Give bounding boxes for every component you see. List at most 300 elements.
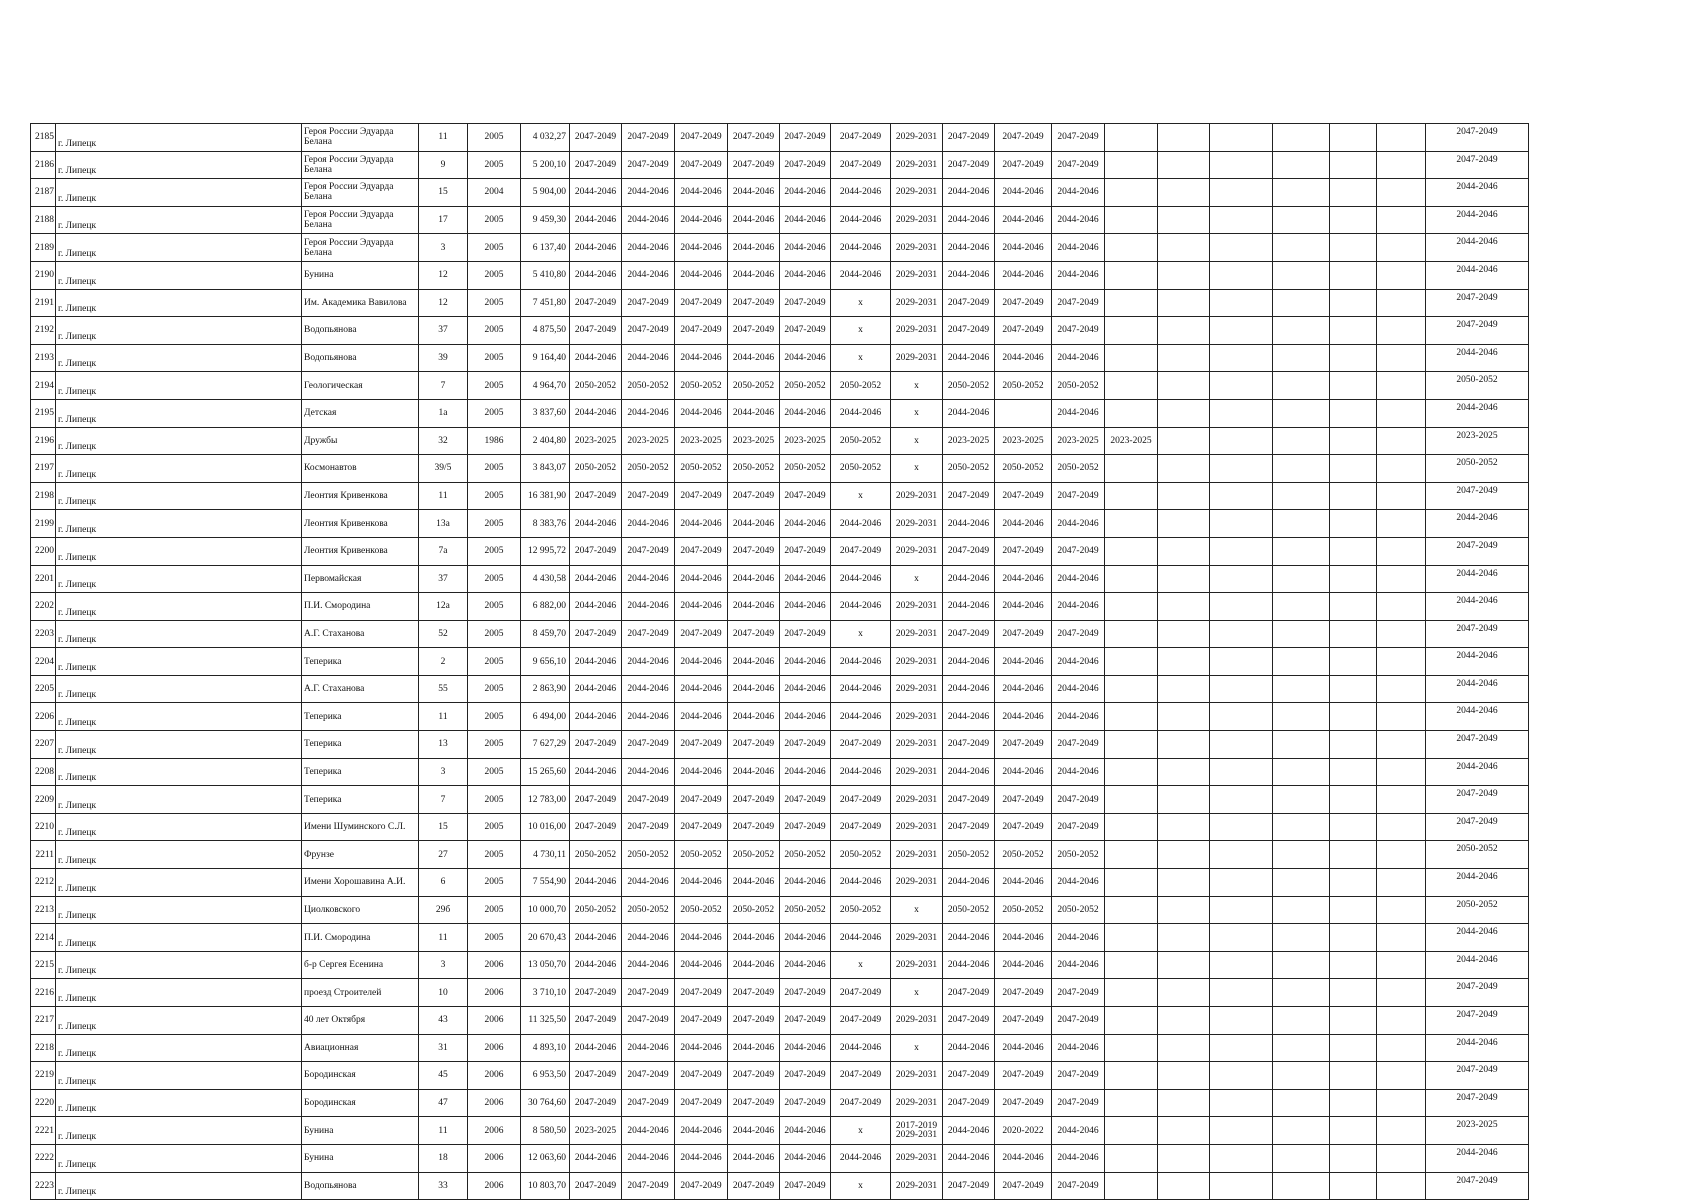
city-cell: г. Липецк — [56, 786, 302, 814]
period-cell — [1273, 372, 1330, 400]
area-cell: 4 964,70 — [521, 372, 570, 400]
period-cell: 2044-2046 — [675, 648, 728, 676]
period-cell: 2044-2046 — [570, 565, 622, 593]
street-cell: Бунина — [302, 261, 419, 289]
row-number-cell: 2206 — [31, 703, 56, 731]
period-cell: 2044-2046 — [675, 758, 728, 786]
period-cell: 2047-2049 — [622, 482, 675, 510]
street-cell: Имени Хорошавина А.И. — [302, 869, 419, 897]
city-cell: г. Липецк — [56, 1144, 302, 1172]
period-cell — [1158, 482, 1210, 510]
period-cell: 2044-2046 — [831, 869, 891, 897]
period-cell: 2044-2046 — [622, 758, 675, 786]
period-cell: 2047-2049 — [622, 1089, 675, 1117]
period-cell — [1105, 510, 1158, 538]
street-cell: б-р Сергея Есенина — [302, 951, 419, 979]
period-cell: 2044-2046 — [570, 593, 622, 621]
period-cell: 2044-2046 — [728, 703, 780, 731]
period-cell: 2029-2031 — [891, 261, 943, 289]
house-number-cell: 10 — [419, 979, 468, 1007]
period-cell: 2047-2049 — [728, 289, 780, 317]
period-cell: 2050-2052 — [675, 896, 728, 924]
period-cell — [1158, 703, 1210, 731]
year-cell: 2005 — [468, 924, 521, 952]
period-cell: 2023-2025 — [943, 427, 995, 455]
period-cell: 2044-2046 — [1052, 675, 1105, 703]
year-cell: 2006 — [468, 951, 521, 979]
year-cell: 2005 — [468, 841, 521, 869]
final-period-cell: 2044-2046 — [1426, 399, 1529, 427]
period-cell: 2047-2049 — [780, 482, 831, 510]
period-cell — [1377, 675, 1426, 703]
period-cell: 2044-2046 — [780, 703, 831, 731]
period-cell — [1273, 261, 1330, 289]
period-cell: 2047-2049 — [675, 620, 728, 648]
period-cell — [1210, 951, 1273, 979]
year-cell: 2005 — [468, 758, 521, 786]
period-cell: 2050-2052 — [728, 896, 780, 924]
period-cell: 2047-2049 — [1052, 482, 1105, 510]
year-cell: 2005 — [468, 206, 521, 234]
period-cell: 2047-2049 — [728, 620, 780, 648]
period-cell — [1377, 537, 1426, 565]
final-period-cell: 2047-2049 — [1426, 620, 1529, 648]
period-cell — [1158, 731, 1210, 759]
final-period-cell: 2047-2049 — [1426, 151, 1529, 179]
period-cell: 2050-2052 — [831, 372, 891, 400]
period-cell: 2044-2046 — [1052, 869, 1105, 897]
city-cell: г. Липецк — [56, 427, 302, 455]
period-cell — [1273, 648, 1330, 676]
period-cell: 2044-2046 — [995, 1144, 1052, 1172]
period-cell — [1210, 124, 1273, 152]
period-cell: 2047-2049 — [943, 731, 995, 759]
house-number-cell: 12 — [419, 261, 468, 289]
period-cell: 2044-2046 — [570, 344, 622, 372]
period-cell: 2047-2049 — [995, 731, 1052, 759]
period-cell — [1273, 289, 1330, 317]
year-cell: 2005 — [468, 786, 521, 814]
street-cell: Космонавтов — [302, 455, 419, 483]
period-cell: 2047-2049 — [570, 620, 622, 648]
period-cell: 2029-2031 — [891, 869, 943, 897]
period-cell: 2029-2031 — [891, 703, 943, 731]
final-period-cell: 2044-2046 — [1426, 234, 1529, 262]
period-cell — [1377, 344, 1426, 372]
period-cell: 2044-2046 — [675, 261, 728, 289]
period-cell — [1158, 786, 1210, 814]
area-cell: 11 325,50 — [521, 1007, 570, 1035]
period-cell: 2044-2046 — [831, 565, 891, 593]
period-cell: 2044-2046 — [570, 703, 622, 731]
final-period-cell: 2047-2049 — [1426, 537, 1529, 565]
period-cell: 2044-2046 — [1052, 593, 1105, 621]
area-cell: 16 381,90 — [521, 482, 570, 510]
period-cell: 2050-2052 — [995, 455, 1052, 483]
period-cell — [1210, 896, 1273, 924]
period-cell — [1210, 1117, 1273, 1145]
period-cell — [1210, 565, 1273, 593]
period-cell — [1105, 758, 1158, 786]
street-cell: Героя России Эдуарда Белана — [302, 151, 419, 179]
period-cell: 2044-2046 — [943, 758, 995, 786]
period-cell: 2044-2046 — [995, 758, 1052, 786]
row-number-cell: 2204 — [31, 648, 56, 676]
period-cell — [1377, 372, 1426, 400]
period-cell — [1273, 1034, 1330, 1062]
street-cell: Леонтия Кривенкова — [302, 537, 419, 565]
period-cell: 2044-2046 — [622, 951, 675, 979]
period-cell: 2047-2049 — [1052, 1007, 1105, 1035]
year-cell: 1986 — [468, 427, 521, 455]
period-cell: 2044-2046 — [728, 951, 780, 979]
period-cell — [1273, 399, 1330, 427]
row-number-cell: 2208 — [31, 758, 56, 786]
street-cell: Водопьянова — [302, 1172, 419, 1200]
house-number-cell: 11 — [419, 703, 468, 731]
period-cell: 2044-2046 — [995, 869, 1052, 897]
period-cell: 2047-2049 — [570, 731, 622, 759]
period-cell: 2044-2046 — [622, 869, 675, 897]
table-row — [31, 1034, 1529, 1062]
street-cell: Водопьянова — [302, 317, 419, 345]
period-cell — [1377, 510, 1426, 538]
year-cell: 2006 — [468, 1007, 521, 1035]
period-cell: 2050-2052 — [1052, 455, 1105, 483]
city-cell: г. Липецк — [56, 703, 302, 731]
street-cell: Леонтия Кривенкова — [302, 510, 419, 538]
street-cell: П.И. Смородина — [302, 593, 419, 621]
period-cell — [1330, 151, 1377, 179]
period-cell: 2044-2046 — [943, 1034, 995, 1062]
street-cell: 40 лет Октября — [302, 1007, 419, 1035]
period-cell — [1105, 1117, 1158, 1145]
city-cell: г. Липецк — [56, 317, 302, 345]
house-number-cell: 31 — [419, 1034, 468, 1062]
period-cell — [1273, 565, 1330, 593]
period-cell — [1330, 979, 1377, 1007]
final-period-cell: 2044-2046 — [1426, 703, 1529, 731]
city-cell: г. Липецк — [56, 482, 302, 510]
area-cell: 12 063,60 — [521, 1144, 570, 1172]
year-cell: 2005 — [468, 399, 521, 427]
street-cell: Им. Академика Вавилова — [302, 289, 419, 317]
street-cell: Детская — [302, 399, 419, 427]
period-cell — [1377, 979, 1426, 1007]
period-cell: 2047-2049 — [831, 731, 891, 759]
period-cell — [1158, 951, 1210, 979]
area-cell: 8 580,50 — [521, 1117, 570, 1145]
row-number-cell: 2197 — [31, 455, 56, 483]
period-cell — [1158, 1172, 1210, 1200]
period-cell — [1377, 427, 1426, 455]
house-number-cell: 12 — [419, 289, 468, 317]
table-row — [31, 841, 1529, 869]
table-row — [31, 455, 1529, 483]
period-cell — [1273, 951, 1330, 979]
period-cell: 2044-2046 — [995, 344, 1052, 372]
period-cell — [1377, 620, 1426, 648]
period-cell: 2047-2049 — [831, 979, 891, 1007]
period-cell: 2044-2046 — [780, 1144, 831, 1172]
period-cell: 2029-2031 — [891, 317, 943, 345]
period-cell: 2029-2031 — [891, 1089, 943, 1117]
street-cell: Фрунзе — [302, 841, 419, 869]
table-row — [31, 261, 1529, 289]
period-cell — [1210, 344, 1273, 372]
year-cell: 2005 — [468, 565, 521, 593]
period-cell: 2047-2049 — [831, 537, 891, 565]
final-period-cell: 2050-2052 — [1426, 896, 1529, 924]
period-cell: 2047-2049 — [780, 317, 831, 345]
period-cell — [1377, 206, 1426, 234]
period-cell — [1330, 179, 1377, 207]
row-number-cell: 2198 — [31, 482, 56, 510]
period-cell: 2047-2049 — [943, 151, 995, 179]
period-cell — [1273, 1007, 1330, 1035]
period-cell: 2044-2046 — [1052, 758, 1105, 786]
year-cell: 2005 — [468, 593, 521, 621]
period-cell: 2023-2025 — [728, 427, 780, 455]
year-cell: 2005 — [468, 648, 521, 676]
period-cell: 2044-2046 — [728, 179, 780, 207]
house-number-cell: 39/5 — [419, 455, 468, 483]
period-cell: 2044-2046 — [675, 703, 728, 731]
year-cell: 2006 — [468, 1062, 521, 1090]
area-cell: 13 050,70 — [521, 951, 570, 979]
year-cell: 2005 — [468, 620, 521, 648]
area-cell: 10 803,70 — [521, 1172, 570, 1200]
street-cell: Героя России Эдуарда Белана — [302, 124, 419, 152]
period-cell: 2044-2046 — [570, 179, 622, 207]
street-cell: Водопьянова — [302, 344, 419, 372]
period-cell: 2044-2046 — [675, 675, 728, 703]
period-cell — [1330, 1007, 1377, 1035]
table-row — [31, 289, 1529, 317]
house-number-cell: 7 — [419, 786, 468, 814]
city-cell: г. Липецк — [56, 289, 302, 317]
final-period-cell: 2047-2049 — [1426, 289, 1529, 317]
table-row — [31, 1117, 1529, 1145]
row-number-cell: 2207 — [31, 731, 56, 759]
house-number-cell: 13а — [419, 510, 468, 538]
city-cell: г. Липецк — [56, 565, 302, 593]
area-cell: 9 656,10 — [521, 648, 570, 676]
period-cell: 2044-2046 — [570, 1034, 622, 1062]
city-cell: г. Липецк — [56, 206, 302, 234]
period-cell: 2044-2046 — [675, 1034, 728, 1062]
period-cell: 2020-2022 — [995, 1117, 1052, 1145]
street-cell: Героя России Эдуарда Белана — [302, 234, 419, 262]
period-cell: 2047-2049 — [675, 1062, 728, 1090]
period-cell: 2050-2052 — [831, 427, 891, 455]
period-cell: 2047-2049 — [1052, 813, 1105, 841]
period-cell: х — [831, 620, 891, 648]
period-cell — [1210, 372, 1273, 400]
year-cell: 2005 — [468, 537, 521, 565]
period-cell: 2050-2052 — [995, 841, 1052, 869]
period-cell: 2047-2049 — [943, 537, 995, 565]
period-cell: 2044-2046 — [943, 703, 995, 731]
period-cell: 2044-2046 — [675, 951, 728, 979]
period-cell: х — [831, 482, 891, 510]
final-period-cell: 2044-2046 — [1426, 758, 1529, 786]
period-cell — [1210, 455, 1273, 483]
row-number-cell: 2201 — [31, 565, 56, 593]
year-cell: 2006 — [468, 1172, 521, 1200]
table-row — [31, 924, 1529, 952]
period-cell — [1377, 399, 1426, 427]
period-cell: 2050-2052 — [780, 372, 831, 400]
street-cell: Теперика — [302, 731, 419, 759]
period-cell: 2044-2046 — [780, 179, 831, 207]
period-cell: 2047-2049 — [943, 317, 995, 345]
period-cell: 2044-2046 — [622, 206, 675, 234]
period-cell: 2044-2046 — [622, 924, 675, 952]
period-cell — [1377, 124, 1426, 152]
period-cell: 2050-2052 — [675, 841, 728, 869]
house-number-cell: 37 — [419, 565, 468, 593]
period-cell — [1273, 151, 1330, 179]
table-row — [31, 537, 1529, 565]
period-cell: 2044-2046 — [831, 206, 891, 234]
row-number-cell: 2205 — [31, 675, 56, 703]
period-cell — [1210, 537, 1273, 565]
year-cell: 2006 — [468, 1089, 521, 1117]
city-cell: г. Липецк — [56, 399, 302, 427]
period-cell: 2050-2052 — [780, 841, 831, 869]
period-cell: 2044-2046 — [675, 399, 728, 427]
row-number-cell: 2209 — [31, 786, 56, 814]
period-cell — [1377, 289, 1426, 317]
period-cell: 2047-2049 — [728, 1062, 780, 1090]
period-cell: 2044-2046 — [570, 758, 622, 786]
period-cell — [1330, 703, 1377, 731]
period-cell: 2044-2046 — [675, 179, 728, 207]
table-row — [31, 896, 1529, 924]
year-cell: 2005 — [468, 261, 521, 289]
period-cell: 2044-2046 — [622, 261, 675, 289]
period-cell — [1377, 758, 1426, 786]
period-cell: 2044-2046 — [943, 924, 995, 952]
period-cell: 2029-2031 — [891, 675, 943, 703]
period-cell: 2044-2046 — [728, 261, 780, 289]
period-cell: 2044-2046 — [570, 951, 622, 979]
period-cell: 2047-2049 — [675, 786, 728, 814]
period-cell: 2044-2046 — [780, 869, 831, 897]
period-cell — [1105, 124, 1158, 152]
period-cell — [1377, 951, 1426, 979]
period-cell: 2044-2046 — [943, 593, 995, 621]
area-cell: 12 995,72 — [521, 537, 570, 565]
period-cell — [1210, 1007, 1273, 1035]
period-cell: 2044-2046 — [728, 648, 780, 676]
period-cell: 2044-2046 — [995, 648, 1052, 676]
house-number-cell: 7а — [419, 537, 468, 565]
final-period-cell: 2044-2046 — [1426, 675, 1529, 703]
period-cell: 2044-2046 — [831, 593, 891, 621]
period-cell: 2029-2031 — [891, 124, 943, 152]
period-cell — [1158, 1007, 1210, 1035]
house-number-cell: 52 — [419, 620, 468, 648]
period-cell: 2047-2049 — [622, 317, 675, 345]
period-cell: 2047-2049 — [995, 1089, 1052, 1117]
area-cell: 2 863,90 — [521, 675, 570, 703]
period-cell — [1105, 372, 1158, 400]
period-cell: 2044-2046 — [1052, 179, 1105, 207]
period-cell — [1210, 869, 1273, 897]
row-number-cell: 2223 — [31, 1172, 56, 1200]
period-cell — [1105, 482, 1158, 510]
row-number-cell: 2190 — [31, 261, 56, 289]
period-cell — [1210, 620, 1273, 648]
row-number-cell: 2187 — [31, 179, 56, 207]
final-period-cell: 2047-2049 — [1426, 124, 1529, 152]
period-cell: 2044-2046 — [943, 565, 995, 593]
final-period-cell: 2044-2046 — [1426, 593, 1529, 621]
period-cell: 2047-2049 — [622, 620, 675, 648]
period-cell: 2044-2046 — [943, 648, 995, 676]
period-cell: 2047-2049 — [675, 289, 728, 317]
period-cell: 2047-2049 — [831, 786, 891, 814]
period-cell: 2047-2049 — [570, 151, 622, 179]
period-cell: 2047-2049 — [675, 124, 728, 152]
house-number-cell: 11 — [419, 1117, 468, 1145]
house-number-cell: 3 — [419, 758, 468, 786]
period-cell — [1210, 179, 1273, 207]
period-cell — [1158, 1117, 1210, 1145]
table-row — [31, 620, 1529, 648]
period-cell — [1158, 455, 1210, 483]
period-cell: 2023-2025 — [1052, 427, 1105, 455]
period-cell: 2047-2049 — [831, 1089, 891, 1117]
period-cell: 2047-2049 — [622, 1172, 675, 1200]
period-cell: 2047-2049 — [1052, 620, 1105, 648]
final-period-cell: 2047-2049 — [1426, 482, 1529, 510]
house-number-cell: 11 — [419, 124, 468, 152]
row-number-cell: 2222 — [31, 1144, 56, 1172]
period-cell — [1210, 399, 1273, 427]
period-cell: 2047-2049 — [1052, 1172, 1105, 1200]
period-cell: 2047-2049 — [1052, 979, 1105, 1007]
period-cell — [1330, 731, 1377, 759]
period-cell: 2044-2046 — [622, 1117, 675, 1145]
period-cell: 2044-2046 — [1052, 1117, 1105, 1145]
period-cell: 2044-2046 — [831, 675, 891, 703]
period-cell: 2044-2046 — [570, 924, 622, 952]
final-period-cell: 2044-2046 — [1426, 1034, 1529, 1062]
period-cell: х — [831, 951, 891, 979]
period-cell — [1330, 813, 1377, 841]
period-cell — [1210, 813, 1273, 841]
period-cell: 2047-2049 — [831, 124, 891, 152]
house-number-cell: 47 — [419, 1089, 468, 1117]
period-cell: 2044-2046 — [570, 399, 622, 427]
period-cell: 2029-2031 — [891, 951, 943, 979]
period-cell: 2044-2046 — [780, 648, 831, 676]
period-cell — [1158, 289, 1210, 317]
period-cell: 2044-2046 — [1052, 399, 1105, 427]
period-cell: 2047-2049 — [570, 813, 622, 841]
period-cell: 2047-2049 — [780, 537, 831, 565]
house-number-cell: 55 — [419, 675, 468, 703]
period-cell — [1377, 1062, 1426, 1090]
row-number-cell: 2195 — [31, 399, 56, 427]
period-cell: 2023-2025 — [622, 427, 675, 455]
final-period-cell: 2050-2052 — [1426, 372, 1529, 400]
period-cell: 2044-2046 — [995, 261, 1052, 289]
city-cell: г. Липецк — [56, 537, 302, 565]
